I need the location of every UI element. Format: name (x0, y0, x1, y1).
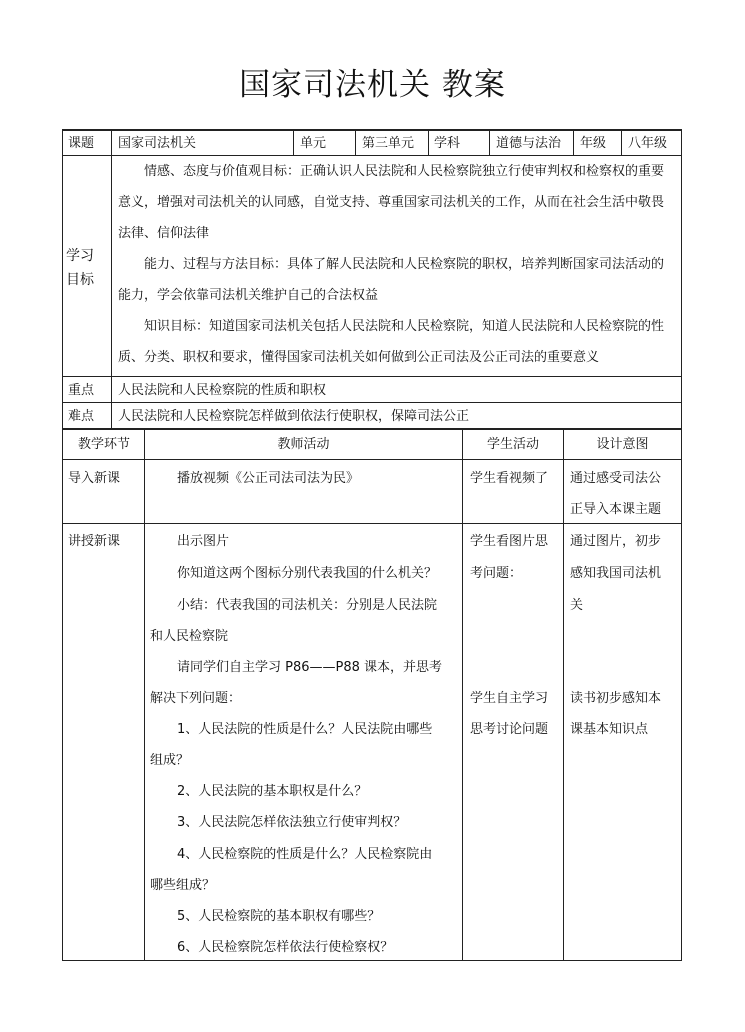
teacher-line: 小结：代表我国的司法机关：分别是人民法院 (177, 598, 438, 613)
grade-value: 八年级 (628, 136, 668, 151)
student-line: 考问题： (470, 566, 523, 581)
student-line: 学生看图片思 (470, 534, 549, 549)
design-line: 感知我国司法机 (570, 566, 662, 581)
design-line: 课基本知识点 (570, 722, 649, 737)
teacher-line: 5、人民检察院的基本职权有哪些？ (177, 909, 381, 924)
subject-label: 学科 (434, 136, 461, 151)
teacher-line: 组成？ (150, 753, 190, 768)
unit-label: 单元 (300, 136, 327, 151)
teacher-line: 3、人民法院怎样依法独立行使审判权？ (177, 815, 407, 830)
design-line: 读书初步感知本 (570, 691, 662, 706)
key-point-text: 人民法院和人民检察院的性质和职权 (118, 383, 327, 398)
design-intro-line-2: 正导入本课主题 (570, 502, 662, 517)
header-stage: 教学环节 (77, 437, 130, 452)
student-line: 思考讨论问题 (470, 722, 549, 737)
teacher-intro-line: 播放视频《公正司法司法为民》 (177, 471, 360, 486)
design-line: 通过图片，初步 (570, 534, 662, 549)
stage-teaching: 讲授新课 (68, 534, 121, 549)
teacher-line: 4、人民检察院的性质是什么？人民检察院由 (177, 847, 433, 862)
knowledge-objective: 知识目标：知道国家司法机关包括人民法院和人民检察院，知道人民法院和人民检察院的性质、分类、职权和要求，懂得国家司法机关如何做到公正司法及公正司法的重要意义 (118, 319, 665, 365)
document-title: 国家司法机关 教案 (239, 67, 506, 103)
ability-objective: 能力、过程与方法目标：具体了解人民法院和人民检察院的职权，培养判断国家司法活动的能力，学会依靠司法机关维护自己的合法权益 (118, 257, 665, 303)
teacher-line: 哪些组成？ (150, 878, 216, 893)
teacher-line: 你知道这两个图标分别代表我国的什么机关？ (177, 566, 438, 581)
design-intro-line-1: 通过感受司法公 (570, 471, 662, 486)
difficult-point-label: 难点 (68, 409, 95, 424)
teacher-line: 解决下列问题： (150, 691, 242, 706)
stage-intro: 导入新课 (68, 471, 121, 486)
grade-label: 年级 (580, 136, 607, 151)
key-point-label: 重点 (68, 383, 95, 398)
topic-label: 课题 (68, 136, 95, 151)
topic-value: 国家司法机关 (118, 136, 197, 151)
teacher-line: 6、人民检察院怎样依法行使检察权？ (177, 940, 394, 955)
objectives-label: 学习目标 (66, 248, 94, 288)
teacher-line: 1、人民法院的性质是什么？人民法院由哪些 (177, 722, 433, 737)
header-student: 学生活动 (486, 437, 539, 452)
teacher-line: 2、人民法院的基本职权是什么？ (177, 784, 368, 799)
unit-value: 第三单元 (362, 136, 415, 151)
subject-value: 道德与法治 (496, 136, 562, 151)
header-design: 设计意图 (596, 437, 649, 452)
design-line: 关 (570, 598, 584, 613)
difficult-point-text: 人民法院和人民检察院怎样做到依法行使职权，保障司法公正 (118, 409, 470, 424)
header-teacher: 教师活动 (277, 437, 330, 452)
teacher-line: 出示图片 (177, 534, 230, 549)
objectives-text (118, 156, 676, 373)
teacher-line: 和人民检察院 (150, 629, 229, 644)
student-intro-line: 学生看视频了 (470, 471, 549, 486)
emotion-objective: 情感、态度与价值观目标：正确认识人民法院和人民检察院独立行使审判权和检察权的重要意义，增强对司法机关的认同感，自觉支持、尊重国家司法机关的工作，从而在社会生活中敬畏法律、信仰法律 (118, 164, 665, 241)
student-line: 学生自主学习 (470, 691, 549, 706)
teacher-line: 请同学们自主学习 P86——P88 课本，并思考 (177, 660, 443, 675)
